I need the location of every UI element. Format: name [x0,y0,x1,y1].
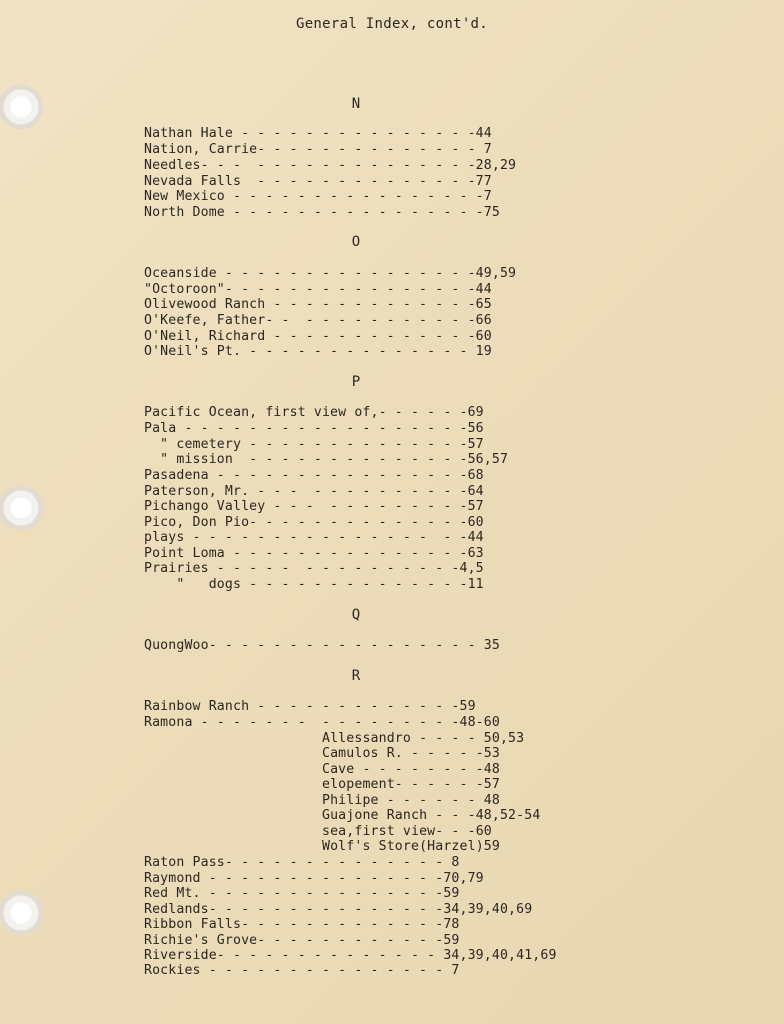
index-entry: Paterson, Mr. - - - - - - - - - - - - -64 [144,484,484,499]
section-letter-o: O [351,234,361,250]
index-entry: Rockies - - - - - - - - - - - - - - - 7 [144,963,460,978]
index-sub-entry: Cave - - - - - - - -48 [322,762,500,777]
section-letter-r: R [351,668,361,684]
index-entry: Nathan Hale - - - - - - - - - - - - - - -44 [144,126,492,141]
index-entry: " cemetery - - - - - - - - - - - - - -57 [144,437,484,452]
index-entry: Prairies - - - - - - - - - - - - - - -4,5 [144,561,484,576]
index-entry: Riverside- - - - - - - - - - - - - - 34,39,40,41,69 [144,948,557,963]
index-entry: " mission - - - - - - - - - - - - - -56,57 [144,452,509,467]
index-entry: Ribbon Falls- - - - - - - - - - - - -78 [144,917,460,932]
index-entry: Raymond - - - - - - - - - - - - - - -70,79 [144,871,484,886]
section-letter-q: Q [351,607,361,623]
index-entry: QuongWoo- - - - - - - - - - - - - - - - - 35 [144,638,500,653]
section-letter-n: N [351,96,361,112]
index-sub-entry: Wolf's Store(Harzel)59 [322,839,500,854]
index-entry: Red Mt. - - - - - - - - - - - - - - -59 [144,886,460,901]
index-entry: Pichango Valley - - - - - - - - - - - -57 [144,499,484,514]
index-entry: Pala - - - - - - - - - - - - - - - - - -56 [144,421,484,436]
index-entry: Needles- - - - - - - - - - - - - - - - -28,29 [144,158,517,173]
index-entry: New Mexico - - - - - - - - - - - - - - - -7 [144,189,492,204]
index-sub-entry: sea,first view- - -60 [322,824,492,839]
page-title: General Index, cont'd. [295,16,489,32]
index-entry: North Dome - - - - - - - - - - - - - - - -75 [144,205,500,220]
index-entry: Pacific Ocean, first view of,- - - - - -69 [144,405,484,420]
index-entry: Nation, Carrie- - - - - - - - - - - - - - 7 [144,142,492,157]
index-entry: O'Neil, Richard - - - - - - - - - - - - -60 [144,329,492,344]
punch-hole [0,890,44,936]
index-entry: "Octoroon"- - - - - - - - - - - - - - - -44 [144,282,492,297]
index-entry: O'Keefe, Father- - - - - - - - - - - - -66 [144,313,492,328]
index-sub-entry: Camulos R. - - - - -53 [322,746,500,761]
index-entry: Raton Pass- - - - - - - - - - - - - - 8 [144,855,460,870]
index-entry: Olivewood Ranch - - - - - - - - - - - - -65 [144,297,492,312]
punch-hole [0,485,44,531]
index-entry: Point Loma - - - - - - - - - - - - - - -63 [144,546,484,561]
index-entry: " dogs - - - - - - - - - - - - - -11 [144,577,484,592]
index-entry: O'Neil's Pt. - - - - - - - - - - - - - - 19 [144,344,492,359]
index-entry: Redlands- - - - - - - - - - - - - - -34,39,40,69 [144,902,533,917]
index-entry: Richie's Grove- - - - - - - - - - - -59 [144,933,460,948]
section-letter-p: P [351,374,361,390]
index-entry: Pasadena - - - - - - - - - - - - - - - -68 [144,468,484,483]
index-entry: plays - - - - - - - - - - - - - - - - -44 [144,530,484,545]
index-entry: Ramona - - - - - - - - - - - - - - - -48-60 [144,715,500,730]
index-entry: Oceanside - - - - - - - - - - - - - - - -49,59 [144,266,517,281]
index-entry: Nevada Falls - - - - - - - - - - - - - -77 [144,174,492,189]
index-sub-entry: Guajone Ranch - - -48,52-54 [322,808,541,823]
index-sub-entry: elopement- - - - - -57 [322,777,500,792]
index-entry: Rainbow Ranch - - - - - - - - - - - - -59 [144,699,476,714]
index-sub-entry: Allessandro - - - - 50,53 [322,731,525,746]
index-entry: Pico, Don Pio- - - - - - - - - - - - - -60 [144,515,484,530]
index-sub-entry: Philipe - - - - - - 48 [322,793,500,808]
